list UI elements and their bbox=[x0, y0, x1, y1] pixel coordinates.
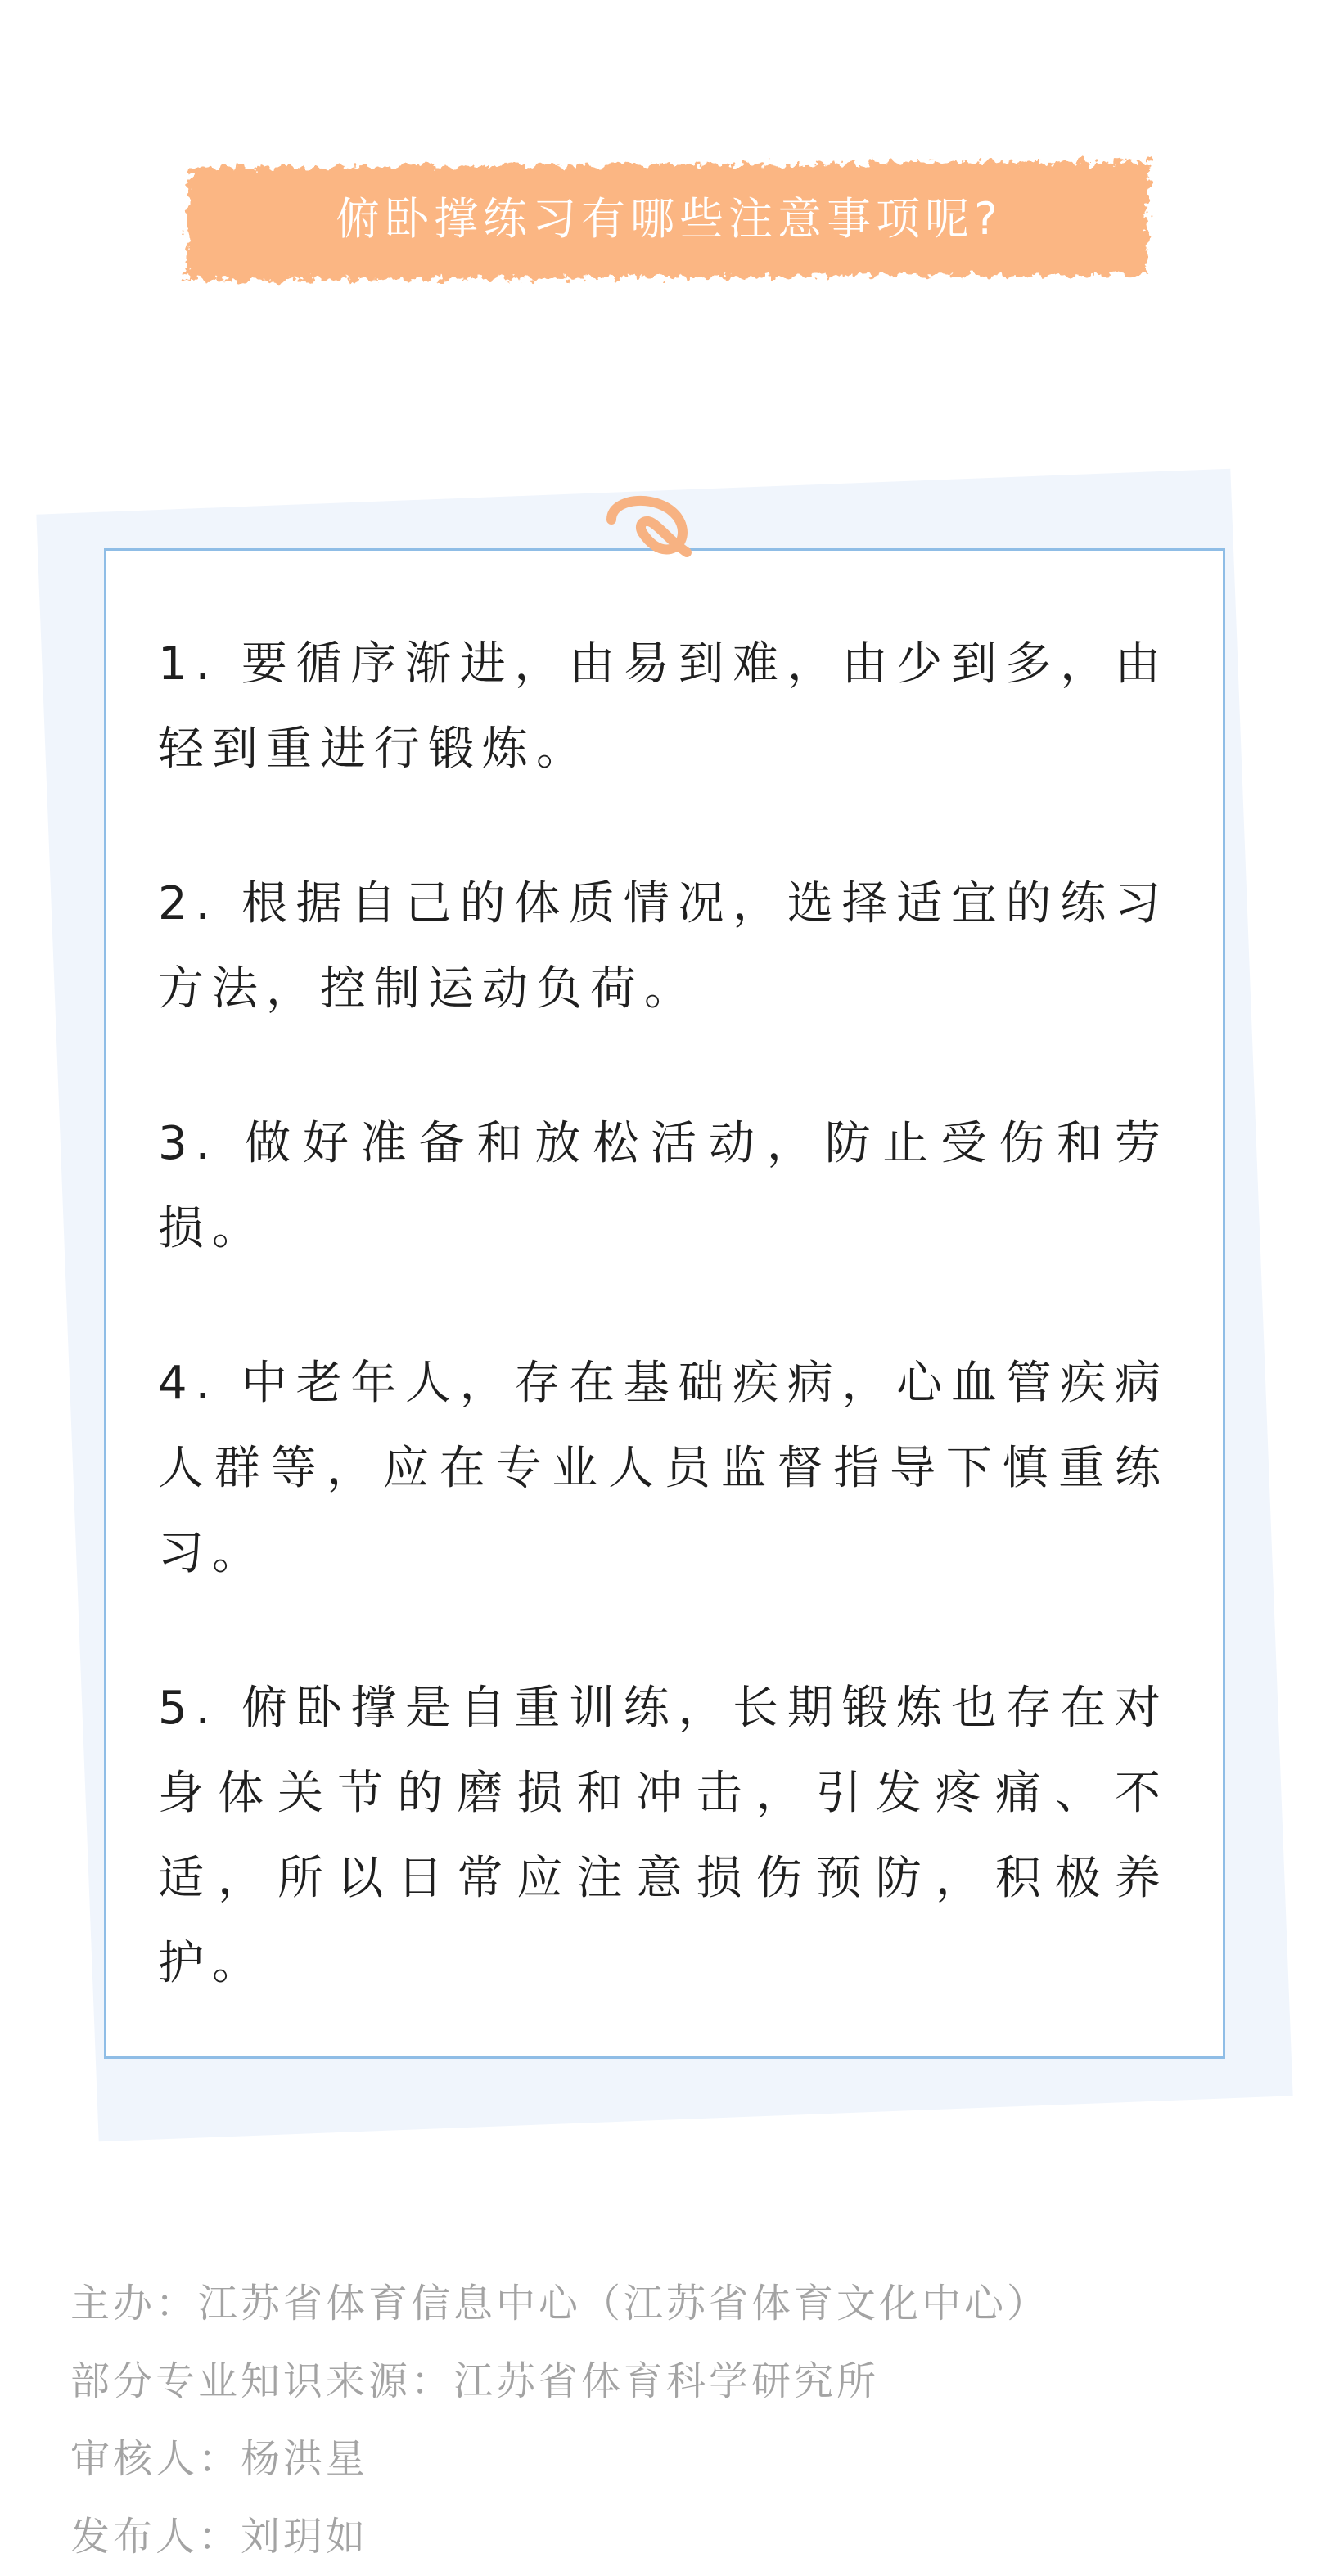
page-title: 俯卧撑练习有哪些注意事项呢? bbox=[336, 193, 1003, 245]
reviewer-credit: 审核人：杨洪星 bbox=[70, 2436, 369, 2482]
paperclip-icon bbox=[602, 487, 708, 561]
tip-item: 5. 俯卧撑是自重训练，长期锻炼也存在对身体关节的磨损和冲击，引发疼痛、不适，所以日常应注意损伤预防，积极养护。 bbox=[158, 1682, 1169, 1990]
publisher-credit: 发布人：刘玥如 bbox=[70, 2514, 369, 2560]
knowledge-source-credit: 部分专业知识来源：江苏省体育科学研究所 bbox=[70, 2358, 880, 2404]
tip-item: 1. 要循序渐进，由易到难，由少到多，由轻到重进行锻炼。 bbox=[158, 637, 1169, 776]
organizer-credit: 主办：江苏省体育信息中心（江苏省体育文化中心） bbox=[70, 2281, 1050, 2326]
tip-item: 3. 做好准备和放松活动，防止受伤和劳损。 bbox=[158, 1117, 1169, 1255]
tip-item: 4. 中老年人，存在基础疾病，心血管疾病人群等，应在专业人员监督指导下慎重练习。 bbox=[158, 1357, 1169, 1580]
tips-list bbox=[158, 622, 1169, 2076]
credits-footer bbox=[70, 2265, 1282, 2576]
tip-item: 2. 根据自己的体质情况，选择适宜的练习方法，控制运动负荷。 bbox=[158, 877, 1169, 1016]
title-banner bbox=[168, 143, 1170, 295]
